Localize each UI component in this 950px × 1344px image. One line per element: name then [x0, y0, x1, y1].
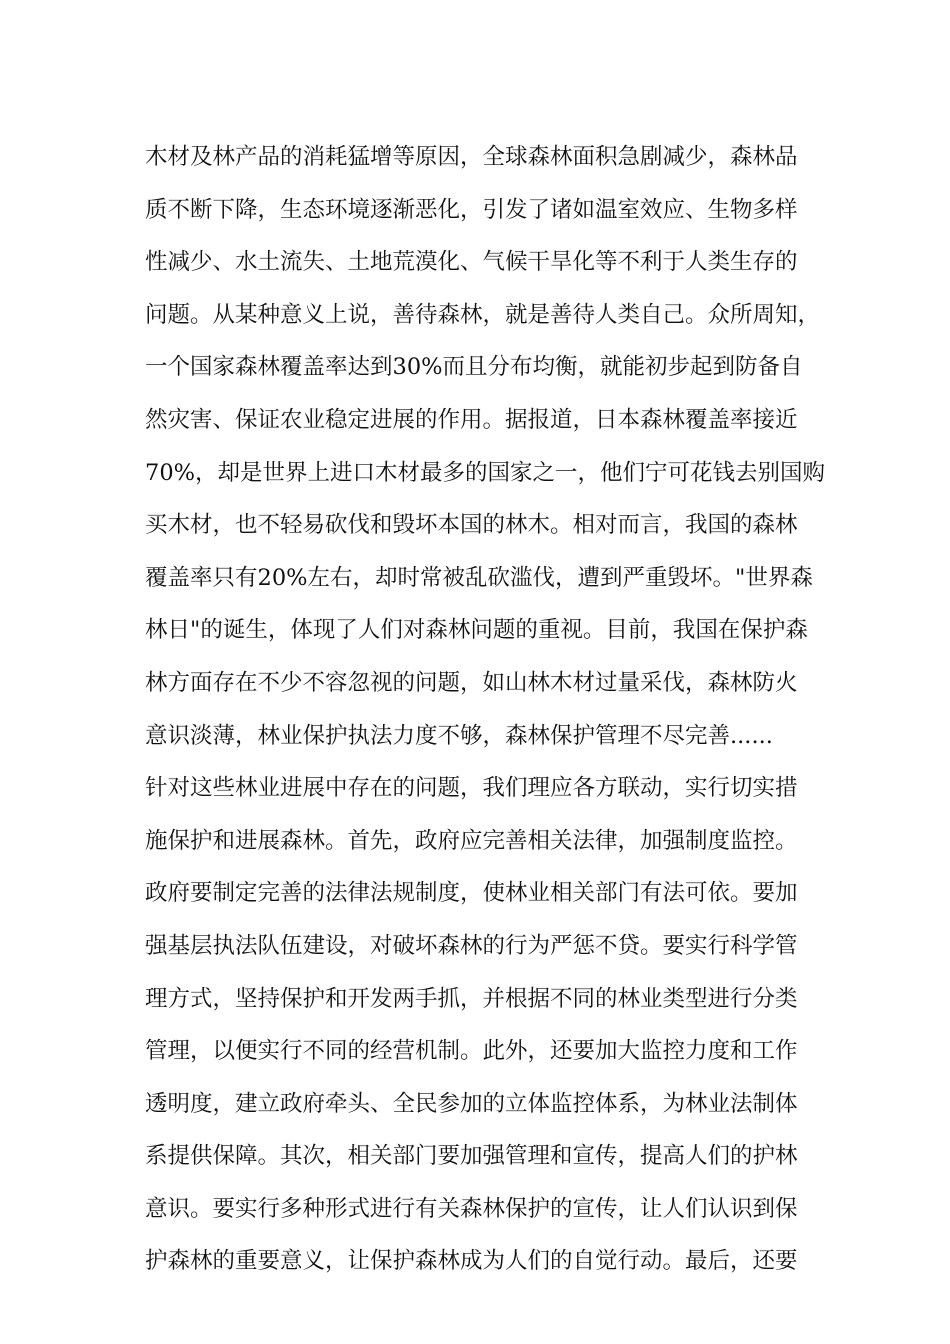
text-line: 质不断下降，生态环境逐渐恶化，引发了诸如温室效应、生物多样: [145, 196, 798, 223]
text-line: 强基层执法队伍建设，对破坏森林的行为严惩不贷。要实行科学管: [145, 932, 798, 959]
text-line: 木材及林产品的消耗猛增等原因，全球森林面积急剧减少，森林品: [145, 144, 798, 170]
text-line: 林日"的诞生，体现了人们对森林问题的重视。目前，我国在保护森: [145, 617, 808, 644]
text-line: 理方式，坚持保护和开发两手抓，并根据不同的林业类型进行分类: [145, 985, 798, 1012]
text-line: 然灾害、保证农业稳定进展的作用。据报道，日本森林覆盖率接近: [145, 406, 798, 433]
text-line: 意识。要实行多种形式进行有关森林保护的宣传，让人们认识到保: [145, 1195, 798, 1222]
text-line: 意识淡薄，林业保护执法力度不够，森林保护管理不尽完善......: [145, 722, 773, 749]
text-line: 护森林的重要意义，让保护森林成为人们的自觉行动。最后，还要: [145, 1248, 798, 1275]
text-line: 林方面存在不少不容忽视的问题，如山林木材过量采伐，森林防火: [145, 669, 798, 696]
text-line: 透明度，建立政府牵头、全民参加的立体监控体系，为林业法制体: [145, 1090, 798, 1117]
text-line: 施保护和进展森林。首先，政府应完善相关法律，加强制度监控。: [145, 827, 798, 854]
body-text: [145, 131, 825, 1288]
text-line: 覆盖率只有20%左右，却时常被乱砍滥伐，遭到严重毁坏。"世界森: [145, 564, 813, 591]
text-line: 管理，以便实行不同的经营机制。此外，还要加大监控力度和工作: [145, 1038, 798, 1065]
text-line: 系提供保障。其次，相关部门要加强管理和宣传，提高人们的护林: [145, 1143, 798, 1170]
text-line: 针对这些林业进展中存在的问题，我们理应各方联动，实行切实措: [145, 775, 798, 802]
text-line: 性减少、水土流失、土地荒漠化、气候干旱化等不利于人类生存的: [145, 249, 798, 276]
text-line: 一个国家森林覆盖率达到30%而且分布均衡，就能初步起到防备自: [145, 354, 803, 381]
text-line: 70%，却是世界上进口木材最多的国家之一，他们宁可花钱去别国购: [145, 459, 826, 486]
text-line: 问题。从某种意义上说，善待森林，就是善待人类自己。众所周知，: [145, 301, 821, 328]
text-line: 政府要制定完善的法律法规制度，使林业相关部门有法可依。要加: [145, 880, 798, 907]
text-line: 买木材，也不轻易砍伐和毁坏本国的林木。相对而言，我国的森林: [145, 512, 798, 539]
